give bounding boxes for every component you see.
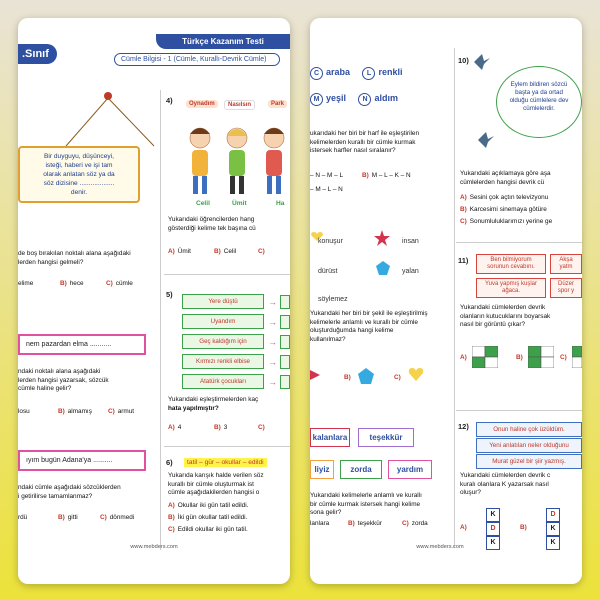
- q10-speech-bubble: Eylem bildiren sözcü başta ya da ortad olduğu cümlelere dev cümlelerdir.: [496, 66, 582, 138]
- q4-kid-word-3: Park: [268, 100, 287, 108]
- q3-option-a[interactable]: rdü: [18, 514, 28, 521]
- q5-row-1: Yere düştü →: [182, 294, 290, 309]
- q12-row-1: Onun haline çok üzüldüm.: [476, 422, 582, 437]
- pentagon-icon: [376, 261, 390, 275]
- q8-option-b[interactable]: B): [344, 374, 351, 381]
- q11-text: Yukarıdaki cümlelerden devrik olanların kutucuklarını boyarsak nasıl bir görüntü çıkar?: [460, 304, 551, 329]
- footer-link[interactable]: www.mebders.com: [130, 544, 178, 550]
- q12-text: Yukarıdaki cümlelerden devrik c kuralı olanlara K yazarsak nasıl oluşur?: [460, 472, 551, 497]
- pill-n: N aldım: [358, 93, 398, 106]
- q5-matching-list: [182, 294, 290, 389]
- q5-row-2: Uyandım →: [182, 314, 290, 329]
- arrow-right-icon: →: [268, 356, 277, 367]
- kids-illustration: [184, 116, 290, 200]
- word-box-5: yardım: [388, 460, 432, 479]
- kid-name-3: Ha: [276, 200, 285, 207]
- grid-option-a-icon[interactable]: [472, 346, 498, 368]
- worksheet-page-left: [18, 18, 290, 584]
- pin-icon: [104, 92, 112, 100]
- q4-option-a[interactable]: A) Ümit: [168, 248, 191, 255]
- q11-box-1: Ben bilmiyorum sorunun cevabını.: [476, 254, 546, 274]
- q7-option-a[interactable]: – N – M – L: [310, 172, 344, 179]
- star-icon: [374, 230, 390, 246]
- grid-option-c-icon[interactable]: [572, 346, 582, 368]
- q5-number: 5): [166, 290, 173, 299]
- q6-number: 6): [166, 458, 173, 467]
- q11-box-3: Yuva yapmış kuşlar ağaca.: [476, 278, 546, 298]
- q12-tiles-b[interactable]: D K K: [546, 508, 560, 550]
- arrow-right-icon: →: [268, 336, 277, 347]
- word-soylemez: söylemez: [318, 296, 348, 303]
- definition-box: Bir duyguyu, düşünceyi, isteği, haberi ve işi tam olarak anlatan söz ya da söz dizisine ................... denir.: [18, 146, 140, 203]
- q1-text: de boş bırakılan noktalı alana aşağıdaki lerden hangisi gelmeli?: [18, 250, 131, 266]
- q10-option-c[interactable]: C) Sonumluluklarımızı yerine ge: [460, 218, 553, 225]
- bird-icon: [472, 52, 492, 72]
- q4-option-c[interactable]: C): [258, 248, 265, 255]
- pentagon-option-icon[interactable]: [358, 368, 374, 384]
- q2-option-a[interactable]: losu: [18, 408, 30, 415]
- kid-name-2: Ümit: [232, 200, 247, 207]
- q3-option-b[interactable]: B) gitti: [58, 514, 78, 521]
- q1-option-a[interactable]: elime: [18, 280, 34, 287]
- word-box-2: teşekkür: [358, 428, 414, 447]
- q9-option-c[interactable]: C) zorda: [402, 520, 428, 527]
- q5-row-3: Geç kaldığım için →: [182, 334, 290, 349]
- q3-text: ndaki cümle aşağıdaki sözcüklerden i getirilirse tamamlanmaz?: [18, 484, 121, 500]
- option-a-shape-icon[interactable]: [310, 370, 320, 380]
- footer-link[interactable]: www.mebders.com: [416, 544, 464, 550]
- q2-option-b[interactable]: B) almamış: [58, 408, 92, 415]
- q11-box-2: Akşa yatm: [550, 254, 582, 274]
- q1-option-b[interactable]: B) hece: [60, 280, 84, 287]
- q12-row-3: Murat güzel bir şiir yazmış.: [476, 454, 582, 469]
- q12-option-a[interactable]: A): [460, 524, 467, 531]
- q6-option-a[interactable]: A) Okullar iki gün tatil edildi.: [168, 502, 249, 509]
- q5-option-c[interactable]: C): [258, 424, 265, 431]
- q4-kid-word-2: Nasılsın: [224, 100, 255, 110]
- page-title: Türkçe Kazanım Testi: [156, 34, 290, 49]
- q11-option-a[interactable]: A): [460, 354, 467, 361]
- q12-option-b[interactable]: B): [520, 524, 527, 531]
- bird-icon: [476, 130, 496, 150]
- arrow-right-icon: →: [268, 296, 277, 307]
- q6-scrambled-words: tatil – gür – okullar – edildi: [184, 458, 267, 467]
- q4-number: 4): [166, 96, 173, 105]
- q6-option-b[interactable]: B) İki gün okullar tatil edildi.: [168, 514, 248, 521]
- q8-text: Yukarıdaki her biri bir şekil ile eşleştirilmiş kelimelerle anlamlı ve kurallı bir cümle oluşturduğumda hangi kelime kullanılmaz?: [310, 310, 428, 343]
- arrow-right-icon: →: [268, 316, 277, 327]
- q10-text: Yukarıdaki açıklamaya göre aşa cümlelerden hangisi devrik cü: [460, 170, 551, 186]
- pill-c: C araba: [310, 67, 350, 80]
- q7-option-c[interactable]: – M – L – N: [310, 186, 343, 193]
- word-yalan: yalan: [402, 268, 419, 275]
- word-konusur: konuşur: [318, 238, 343, 245]
- q5-row-5: Atatürk çocukları →: [182, 374, 290, 389]
- q7-text: ukarıdaki her biri bir harf ile eşleştirilen kelimelerden kurallı bir cümle kurmak istersek harfler nasıl sıralanır?: [310, 130, 420, 155]
- q4-kid-word-1: Oynadım: [186, 100, 218, 108]
- word-insan: insan: [402, 238, 419, 245]
- q2-option-c[interactable]: C) armut: [108, 408, 135, 415]
- q10-option-b[interactable]: B) Karcesimi sinemaya götüre: [460, 206, 547, 213]
- q2-sentence-box: nem pazardan elma ...........: [18, 334, 146, 355]
- q5-option-a[interactable]: A) 4: [168, 424, 182, 431]
- q12-row-2: Yeni anlatılan neler olduğunu: [476, 438, 582, 453]
- q5-text: Yukarıdaki eşleştirmelerden kaç hata yapılmıştır?: [168, 396, 259, 412]
- q1-option-c[interactable]: C) cümle: [106, 280, 133, 287]
- word-box-1: kalanlara: [310, 428, 350, 447]
- q11-box-4: Düzer spor y: [550, 278, 582, 298]
- word-box-3: liyiz: [310, 460, 334, 479]
- q10-option-a[interactable]: A) Sesini çok açtın televizyonu: [460, 194, 549, 201]
- pill-l: L renkli: [362, 67, 402, 80]
- arrow-right-icon: →: [268, 376, 277, 387]
- heart-option-icon[interactable]: [408, 368, 424, 382]
- hanger-string: [58, 90, 158, 150]
- q6-text: Yukarıda karışık halde verilen söz kurallı bir cümle oluşturmak ist cümle aşağıdakilerden hangisi o: [168, 472, 264, 497]
- q9-option-a[interactable]: lanlara: [310, 520, 330, 527]
- letters-word-list: [310, 62, 450, 106]
- kid-2-icon: [227, 128, 247, 194]
- worksheet-page-right: [310, 18, 582, 584]
- q12-tiles-a[interactable]: K D K: [486, 508, 500, 550]
- word-box-4: zorda: [340, 460, 382, 479]
- kid-3-icon: [264, 128, 284, 194]
- q11-option-b[interactable]: B): [516, 354, 523, 361]
- q8-option-c[interactable]: C): [394, 374, 401, 381]
- q2-text: ndaki noktalı alana aşağıdaki lerden hangisi yazarsak, sözcük cümle haline gelir?: [18, 368, 109, 393]
- q11-option-c[interactable]: C): [560, 354, 567, 361]
- q4-text: Yukarıdaki öğrencilerden hang gösterdiği kelime tek başına cü: [168, 216, 256, 232]
- kid-1-icon: [190, 128, 210, 194]
- word-durust: dürüst: [318, 268, 338, 275]
- q9-option-b[interactable]: B) teşekkür: [348, 520, 382, 527]
- grid-option-b-icon[interactable]: [528, 346, 554, 368]
- q7-option-b[interactable]: B) M – L – K – N: [362, 172, 411, 179]
- kid-name-1: Celil: [196, 200, 210, 207]
- q3-option-c[interactable]: C) dönmedi: [100, 514, 135, 521]
- q12-number: 12): [458, 422, 469, 431]
- q5-option-b[interactable]: B) 3: [214, 424, 228, 431]
- q10-number: 10): [458, 56, 469, 65]
- page-subtitle: Cümle Bilgisi - 1 (Cümle, Kurallı-Devrik Cümle): [114, 53, 280, 66]
- q9-text: Yukarıdaki kelimelerle anlamlı ve kurallı bir cümle kurmak istersek hangi kelime sona gelir?: [310, 492, 422, 517]
- q4-option-b[interactable]: B) Celil: [214, 248, 237, 255]
- q6-option-c[interactable]: C) Edildi okullar iki gün tatil.: [168, 526, 248, 533]
- q11-number: 11): [458, 256, 469, 265]
- pill-m: M yeşil: [310, 93, 346, 106]
- q5-row-4: Kırmızı renkli elbise →: [182, 354, 290, 369]
- grade-badge: .Sınıf: [18, 44, 57, 64]
- q3-sentence-box: ıyım bugün Adana'ya ..........: [18, 450, 146, 471]
